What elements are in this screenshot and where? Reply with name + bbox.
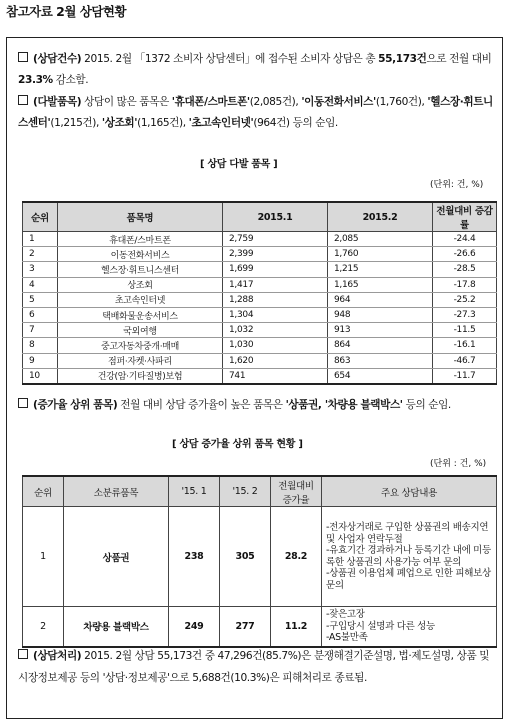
table-cell: -26.6 — [433, 247, 497, 262]
table-header-cell: 소분류품목 — [64, 476, 169, 507]
table-cell: 국외여행 — [58, 323, 223, 338]
table-cell: 1,760 — [328, 247, 433, 262]
section-increase-items — [18, 395, 496, 416]
text: 감소함. — [52, 74, 89, 86]
table-cell-item: 상품권 — [64, 507, 169, 607]
table-cell-rate: 11.2 — [271, 607, 322, 647]
table-cell: 헬스장·휘트니스센터 — [58, 262, 223, 277]
table-row — [23, 323, 497, 338]
table-cell: 7 — [23, 323, 58, 338]
table-header-cell: 전월대비 증가율 — [271, 476, 322, 507]
table-cell: -17.8 — [433, 277, 497, 292]
text: (1,165건), — [137, 117, 189, 129]
table-cell: 휴대폰/스마트폰 — [58, 232, 223, 247]
table-cell: 8 — [23, 338, 58, 353]
text: 상담이 많은 품목은 — [81, 96, 172, 108]
table-cell: 중고자동차중개·매매 — [58, 338, 223, 353]
checkbox-icon — [18, 398, 28, 408]
text: (1,215건), — [50, 117, 102, 129]
table-cell: 2,759 — [223, 232, 328, 247]
table1-unit: (단위: 건, %) — [430, 180, 484, 190]
table-cell-contents — [322, 507, 497, 607]
table-cell-rate: 28.2 — [271, 507, 322, 607]
text: 으로 전월 대비 — [426, 53, 492, 65]
table-cell: -27.3 — [433, 307, 497, 322]
table-cell: 상조회 — [58, 277, 223, 292]
table1-caption: [ 상담 다발 품목 ] — [200, 159, 278, 170]
table-row — [23, 247, 497, 262]
table-cell-contents — [322, 607, 497, 647]
consult-content-item: -상품권 이용업체 폐업으로 인한 피해보상 문의 — [326, 568, 491, 591]
checkbox-icon — [18, 649, 28, 659]
table-cell: 1,165 — [328, 277, 433, 292]
item: '초고속인터넷' — [188, 117, 254, 129]
table-cell: 654 — [328, 368, 433, 384]
consult-content-item: -전자상거래로 구입한 상품권의 배송지연 및 사업자 연락두절 — [326, 522, 489, 545]
table-cell: 3 — [23, 262, 58, 277]
table-header-row — [23, 202, 497, 232]
text: (964건) 등의 순임. — [253, 117, 338, 129]
text: 등의 순임. — [402, 399, 451, 411]
table2-caption: [ 상담 증가율 상위 품목 현황 ] — [172, 439, 303, 450]
table-cell-feb: 277 — [220, 607, 271, 647]
table-cell: -11.7 — [433, 368, 497, 384]
section-label: (상담처리) — [33, 650, 82, 662]
table-cell: 2,085 — [328, 232, 433, 247]
table-row — [23, 507, 497, 607]
table-cell: -24.4 — [433, 232, 497, 247]
checkbox-icon — [18, 52, 28, 62]
table-cell: 10 — [23, 368, 58, 384]
total-count: 55,173건 — [378, 53, 427, 65]
table-cell: 2 — [23, 247, 58, 262]
text: 전월 대비 상담 증가율이 높은 품목은 — [117, 399, 286, 411]
table-cell-feb: 305 — [220, 507, 271, 607]
table-row — [23, 307, 497, 322]
table-header-cell: 주요 상담내용 — [322, 476, 497, 507]
table-row — [23, 232, 497, 247]
table-cell: 1 — [23, 232, 58, 247]
table-cell: -28.5 — [433, 262, 497, 277]
consult-content-item: -구입당시 설명과 다른 성능 — [326, 620, 435, 632]
table-row — [23, 262, 497, 277]
table-cell: 9 — [23, 353, 58, 368]
table-cell: 1,699 — [223, 262, 328, 277]
consult-content-item: -AS불만족 — [326, 632, 368, 643]
table-header-row — [23, 476, 497, 507]
table-cell: 864 — [328, 338, 433, 353]
table-cell: 1,417 — [223, 277, 328, 292]
item: '헬스장·휘트니스센터' — [18, 96, 493, 129]
decrease-rate: 23.3% — [18, 74, 53, 86]
table-cell-rank: 1 — [23, 507, 64, 607]
text: (2,085건), — [249, 96, 302, 108]
table-cell: 6 — [23, 307, 58, 322]
table-cell: 5 — [23, 292, 58, 307]
checkbox-icon — [18, 95, 28, 105]
table-cell: 2,399 — [223, 247, 328, 262]
frequent-items-table — [22, 201, 497, 385]
increase-items-table — [22, 475, 497, 648]
section-consult-processing — [18, 645, 496, 689]
section-label: (증가율 상위 품목) — [33, 399, 118, 411]
table-row — [23, 368, 497, 384]
text: (1,760건), — [375, 96, 428, 108]
table-cell: 948 — [328, 307, 433, 322]
item: '이동전화서비스' — [301, 96, 376, 108]
item: '상조회' — [101, 117, 138, 129]
table-cell-rank: 2 — [23, 607, 64, 647]
table-cell: 863 — [328, 353, 433, 368]
table-cell: 1,032 — [223, 323, 328, 338]
table-cell: -46.7 — [433, 353, 497, 368]
table-cell: 913 — [328, 323, 433, 338]
table-row — [23, 338, 497, 353]
table-row — [23, 353, 497, 368]
table-row — [23, 292, 497, 307]
table-cell: 점퍼·자켓·사파리 — [58, 353, 223, 368]
item: '상품권, '차량용 블랙박스' — [285, 399, 403, 411]
table-cell: -11.5 — [433, 323, 497, 338]
table-header-cell: 품목명 — [58, 202, 223, 232]
table-cell: 이동전화서비스 — [58, 247, 223, 262]
table-cell-jan: 238 — [169, 507, 220, 607]
table-cell: 4 — [23, 277, 58, 292]
text: 2015. 2월 「1372 소비자 상담센터」에 접수된 소비자 상담은 총 — [81, 53, 379, 65]
consult-content-item: -잦은고장 — [326, 609, 365, 620]
table-cell: 741 — [223, 368, 328, 384]
table-header-cell: 전월대비 증감률 — [433, 202, 497, 232]
table-cell: 1,620 — [223, 353, 328, 368]
table-cell: 초고속인터넷 — [58, 292, 223, 307]
section-label: (상담건수) — [33, 53, 82, 65]
table-row — [23, 607, 497, 647]
table-cell: 1,215 — [328, 262, 433, 277]
table-cell-jan: 249 — [169, 607, 220, 647]
table-cell: 964 — [328, 292, 433, 307]
table-header-cell: 순위 — [23, 202, 58, 232]
table-cell: 1,030 — [223, 338, 328, 353]
table-cell: 1,304 — [223, 307, 328, 322]
item: '휴대폰/스마트폰' — [171, 96, 250, 108]
table-header-cell: 2015.1 — [223, 202, 328, 232]
table-cell: -16.1 — [433, 338, 497, 353]
table-cell: -25.2 — [433, 292, 497, 307]
table-cell: 택배화물운송서비스 — [58, 307, 223, 322]
section-frequent-items — [18, 92, 496, 134]
table-header-cell: 2015.2 — [328, 202, 433, 232]
table2-unit: (단위 : 건, %) — [430, 459, 487, 469]
table-header-cell: '15. 1 — [169, 476, 220, 507]
section-label: (다발품목) — [33, 96, 82, 108]
section-consult-count — [18, 49, 496, 91]
page-title: 참고자료 2월 상담현황 — [6, 4, 127, 19]
consult-content-item: -유효기간 경과하거나 등록기간 내에 미등록한 상품권의 사용가능 여부 문의 — [326, 545, 491, 568]
table-cell: 건강(암·기타질병)보험 — [58, 368, 223, 384]
table-header-cell: '15. 2 — [220, 476, 271, 507]
table-cell-item: 차량용 블랙박스 — [64, 607, 169, 647]
table-cell: 1,288 — [223, 292, 328, 307]
table-header-cell: 순위 — [23, 476, 64, 507]
table-row — [23, 277, 497, 292]
text: 2015. 2월 상담 55,173건 중 47,296건(85.7%)은 분쟁해결기준설명, 법·제도설명, 상품 및 시장정보제공 등의 '상담·정보제공'으로 5,688건(10.3%)은 피해처리로 종료됨. — [18, 650, 490, 684]
